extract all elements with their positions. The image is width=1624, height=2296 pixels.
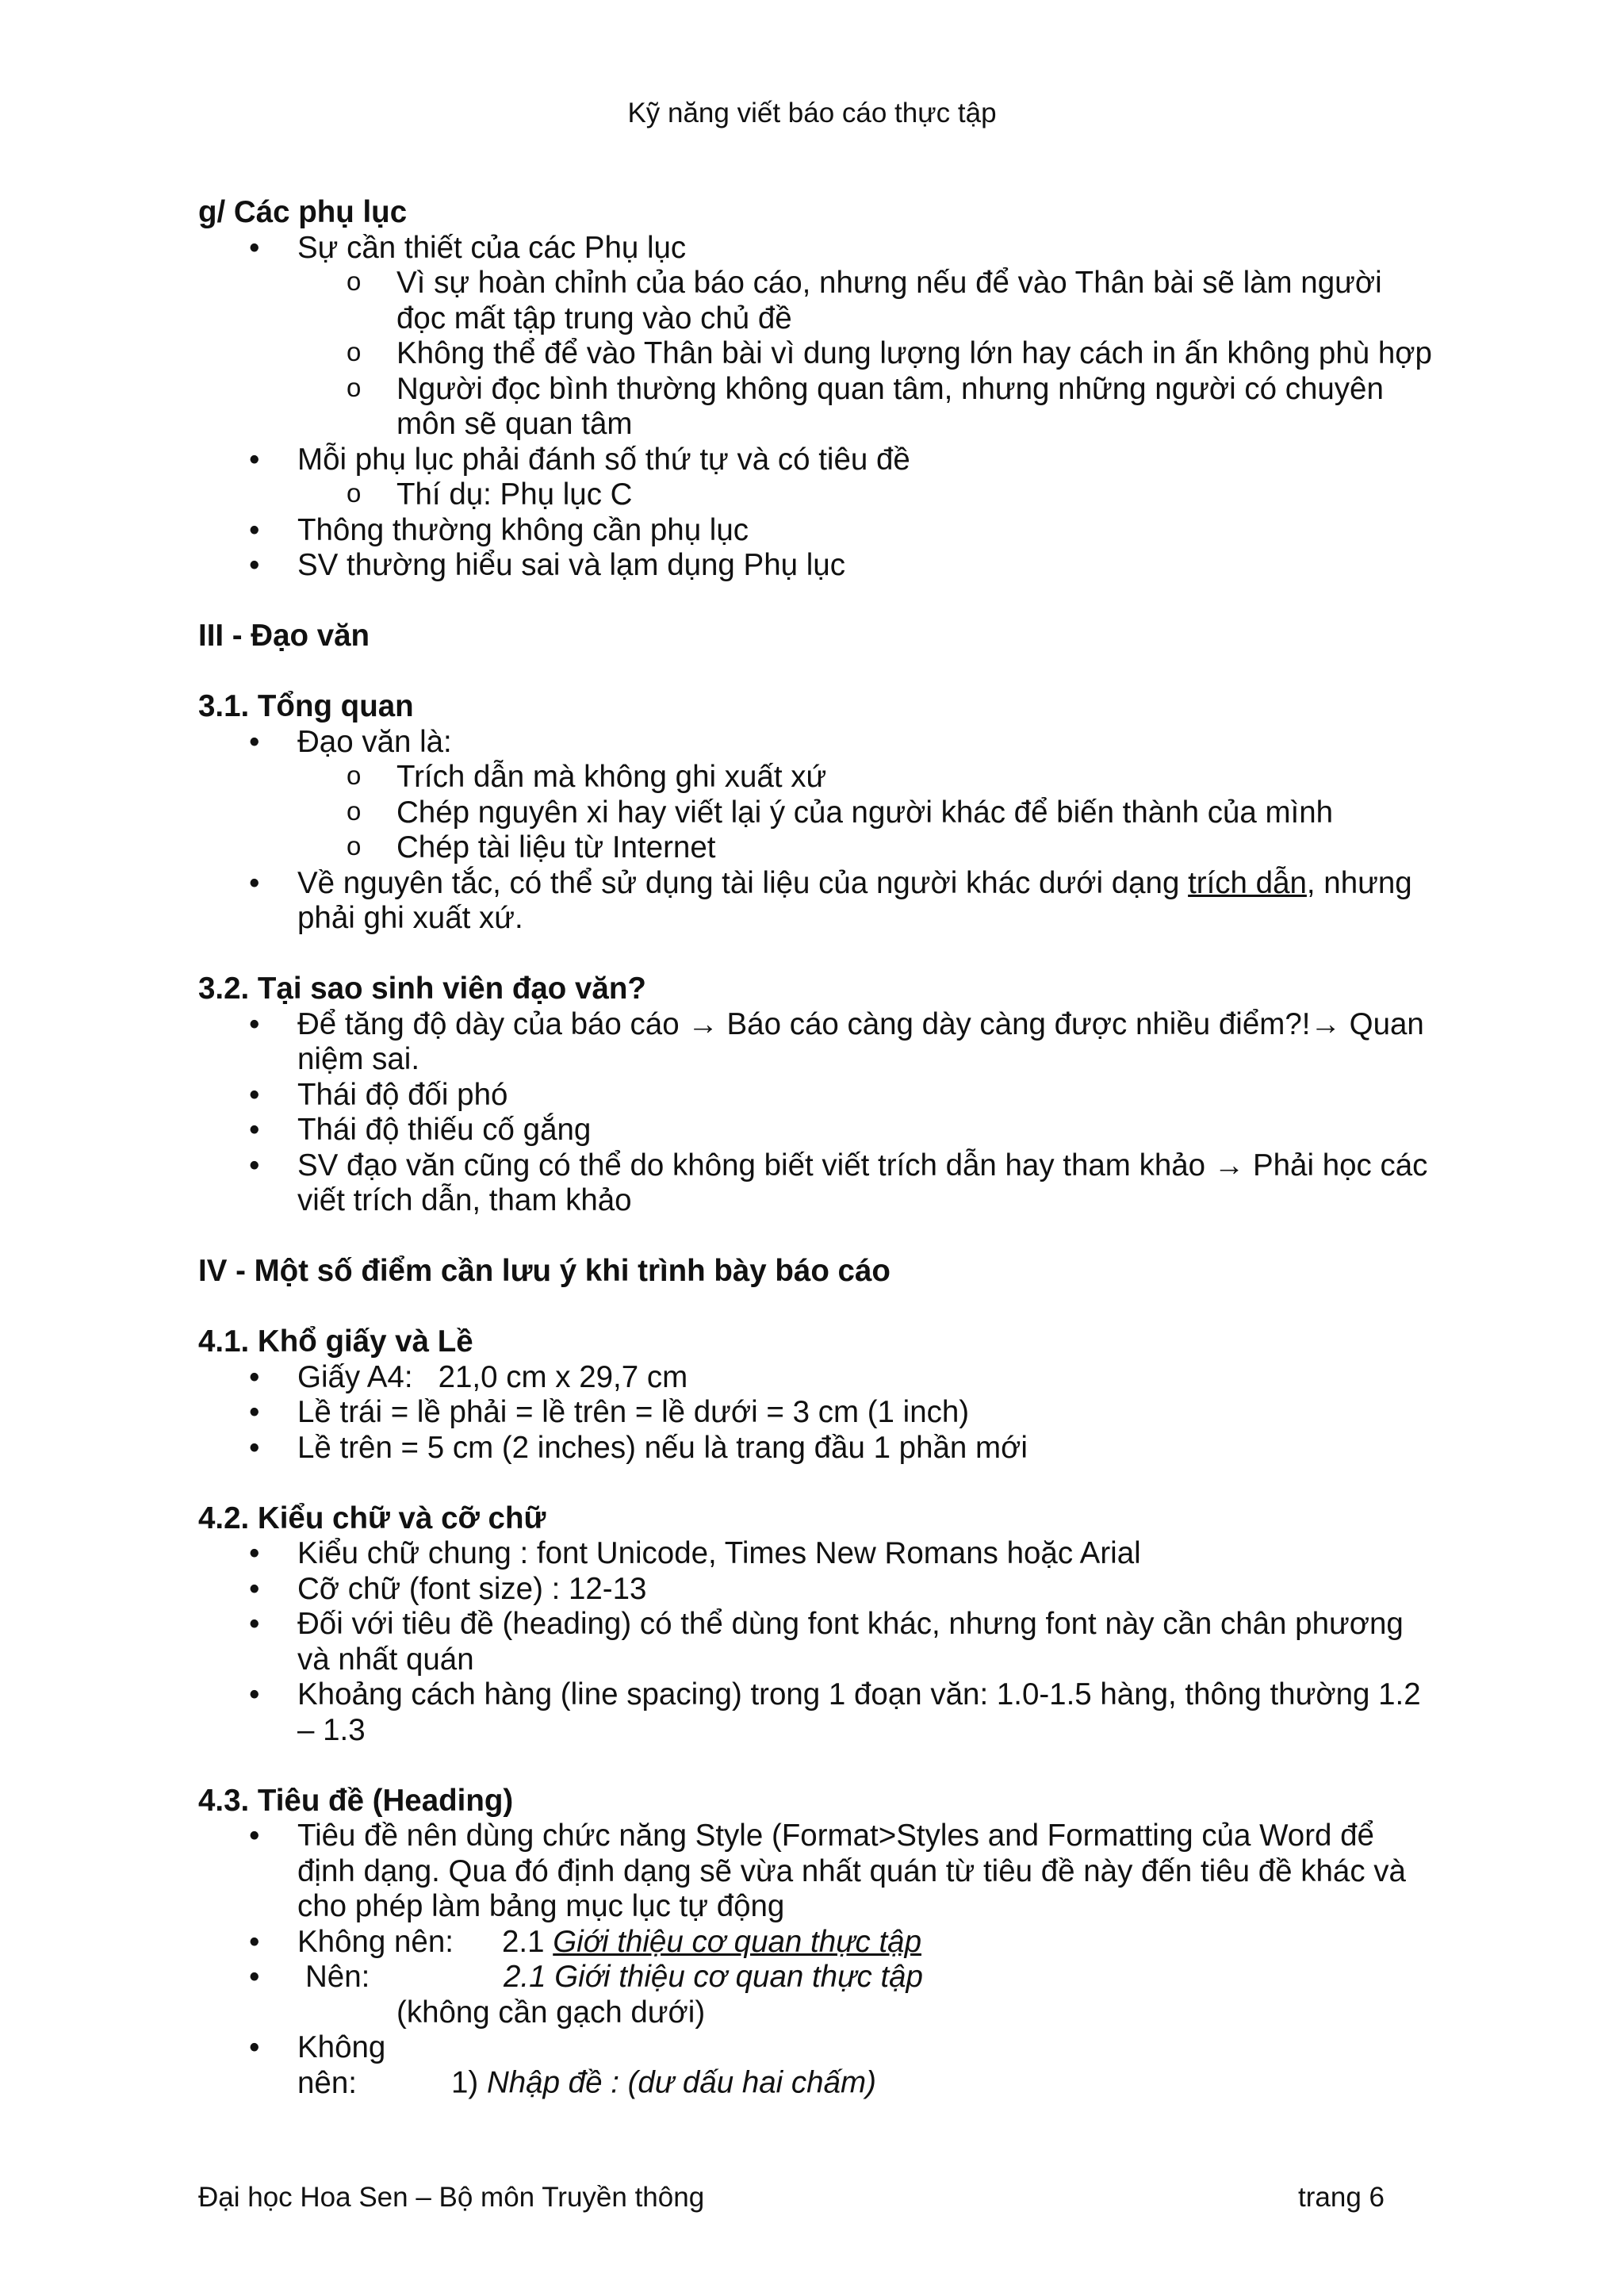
section-heading-appendices: g/ Các phụ lục [198,195,408,229]
bullet-text: Về nguyên tắc, có thể sử dụng tài liệu của người khác dưới dạng [297,865,1189,900]
bullet-item [198,1960,1435,1995]
bullet-item [198,2030,1435,2101]
bullet-item: • Giấy A4: 21,0 cm x 29,7 cm [198,1360,1435,1396]
section-heading-overview: 3.1. Tổng quan [198,689,414,723]
bullet-item: • Thông thường không cần phụ lục [198,513,1435,549]
bullet-label: Nên: [305,1960,370,1994]
bullet-item: • Sự cần thiết của các Phụ lục [198,231,1435,266]
section-heading-why: 3.2. Tại sao sinh viên đạo văn? [198,972,646,1006]
bullet-item: • Thái độ thiếu cố gắng [198,1113,1435,1148]
bullet-label: Không nên: [297,1924,454,1959]
heading-number: 1) [451,2065,479,2100]
sub-bullet-item: o Trích dẫn mà không ghi xuất xứ [198,760,1435,795]
underlined-term: trích dẫn [1188,865,1307,900]
bullet-item: • Lề trên = 5 cm (2 inches) nếu là trang đầu 1 phần mới [198,1431,1435,1466]
sub-bullet-item: o Vì sự hoàn chỉnh của báo cáo, nhưng nếu để vào Thân bài sẽ làm người đọc mất tập trung vào chủ đề [198,266,1435,336]
section-heading-presentation: IV - Một số điểm cần lưu ý khi trình bày báo cáo [198,1254,891,1288]
example-heading: Nhập đề : (dư dấu hai chấm) [486,2065,876,2100]
section-heading-paper-margins: 4.1. Khổ giấy và Lề [198,1324,473,1359]
bullet-item: • Kiểu chữ chung : font Unicode, Times New Romans hoặc Arial [198,1536,1435,1572]
example-heading: 2.1 Giới thiệu cơ quan thực tập [504,1960,923,1994]
bullet-item [198,866,1435,937]
bullet-item [198,1925,1435,1961]
footer-institution: Đại học Hoa Sen – Bộ môn Truyền thông [198,2182,705,2213]
document-body [198,195,1435,2101]
sub-bullet-item: o Người đọc bình thường không quan tâm, nhưng những người có chuyên môn sẽ quan tâm [198,372,1435,443]
section-heading-headings: 4.3. Tiêu đề (Heading) [198,1783,514,1818]
bullet-item: • Để tăng độ dày của báo cáo → Báo cáo càng dày càng được nhiều điểm?!→ Quan niệm sai. [198,1007,1435,1078]
bullet-item: • Mỗi phụ lục phải đánh số thứ tự và có tiêu đề [198,443,1435,478]
bullet-item: • Khoảng cách hàng (line spacing) trong 1 đoạn văn: 1.0-1.5 hàng, thông thường 1.2 – 1.3 [198,1677,1435,1748]
bullet-text: , nhưng phải ghi xuất xứ. [297,865,1412,935]
bullet-item: • Lề trái = lề phải = lề trên = lề dưới = 3 cm (1 inch) [198,1395,1435,1431]
heading-number: 2.1 [502,1924,545,1959]
bullet-item: • Đạo văn là: [198,725,1435,761]
page-header: Kỹ năng viết báo cáo thực tập [627,98,997,128]
section-heading-fonts: 4.2. Kiểu chữ và cỡ chữ [198,1501,546,1535]
sub-bullet-item: o Thí dụ: Phụ lục C [198,477,1435,513]
sub-bullet-item: o Chép tài liệu từ Internet [198,830,1435,866]
bullet-item: • SV đạo văn cũng có thể do không biết viết trích dẫn hay tham khảo → Phải học các viết trích dẫn, tham khảo [198,1148,1435,1219]
bullet-item: • SV thường hiểu sai và lạm dụng Phụ lục [198,548,1435,584]
bullet-item: • Tiêu đề nên dùng chức năng Style (Format>Styles and Formatting của Word để định dạng. Qua đó định dạng sẽ vừa nhất quán từ tiêu đề này đến tiêu đề khác và cho phép làm bảng mục lục tự động [198,1819,1435,1925]
bullet-item: • Đối với tiêu đề (heading) có thể dùng font khác, nhưng font này cần chân phương và nhất quán [198,1607,1435,1677]
bullet-label: Không nên: [297,2030,386,2100]
note-text: (không cần gạch dưới) [396,1995,706,2030]
example-heading-underlined: Giới thiệu cơ quan thực tập [553,1924,921,1959]
bullet-item: • Thái độ đối phó [198,1078,1435,1114]
bullet-item: • Cỡ chữ (font size) : 12-13 [198,1572,1435,1608]
sub-bullet-item: o Không thể để vào Thân bài vì dung lượng lớn hay cách in ấn không phù hợp [198,336,1435,372]
page-footer [198,2180,1385,2215]
page-number: trang 6 [1298,2182,1385,2213]
section-heading-plagiarism: III - Đạo văn [198,619,370,653]
sub-bullet-item: o Chép nguyên xi hay viết lại ý của người khác để biến thành của mình [198,795,1435,831]
